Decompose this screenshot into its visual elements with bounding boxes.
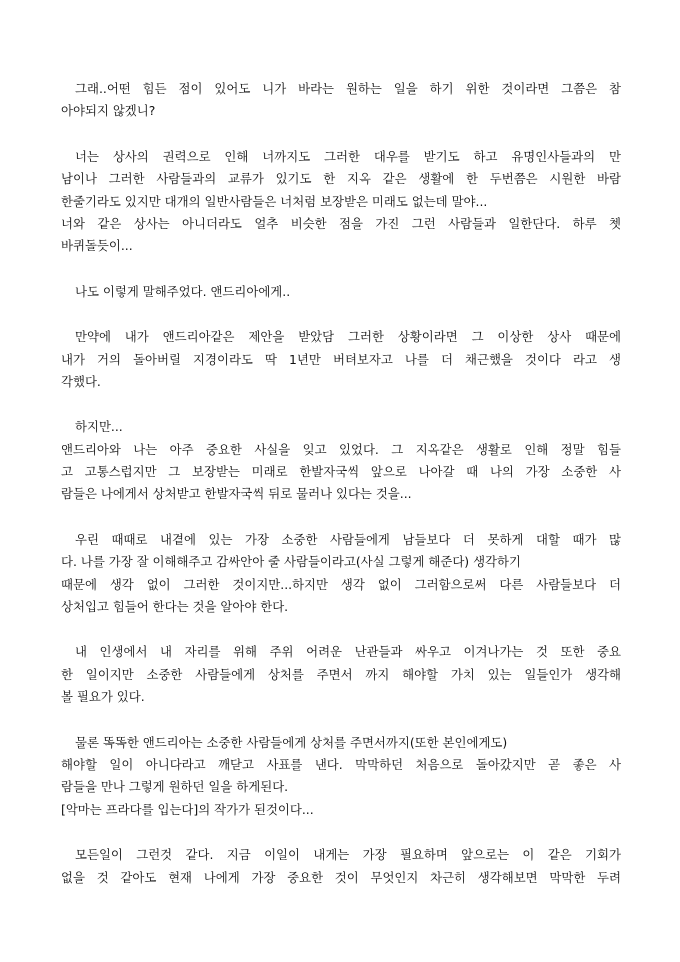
text-line: 상처입고 힘들어 한다는 것을 알아야 한다. — [61, 599, 289, 615]
text-line: 남이나 그러한 사람들과의 교류가 있기도 한 지옥 같은 생활에 한 두번쯤은 시원한 바람 — [61, 171, 621, 187]
text-line: 한줄기라도 있지만 대개의 일반사람들은 너처럼 보장받은 미래도 없는데 말야... — [61, 193, 488, 209]
text-line: 그래..어떤 힘든 점이 있어도 니가 바라는 원하는 일을 하기 위한 것이라면 그쯤은 참 — [75, 81, 621, 96]
text-line: 바퀴돌듯이... — [61, 238, 133, 254]
text-line: 다. 나를 가장 잘 이해해주고 감싸안아 줄 사람들이라고(사실 그렇게 해준다) 생각하기 — [61, 554, 521, 570]
text-line: 모든일이 그런것 같다. 지금 이일이 내게는 가장 필요하며 앞으로는 이 같은 기회가 — [75, 847, 621, 863]
text-line: 물론 똑똑한 앤드리아는 소중한 사람들에게 상처를 주면서까지(또한 본인에게도) — [75, 734, 508, 750]
text-line: 하지만... — [75, 419, 123, 435]
text-line: 때문에 생각 없이 그러한 것이지만...하지만 생각 없이 그러함으로써 다른 사람들보다 더 — [61, 576, 621, 592]
text-line: 너는 상사의 권력으로 인해 너까지도 그러한 대우를 받기도 하고 유명인사들과의 만 — [75, 148, 621, 164]
text-line: 없을 것 같아도 현재 나에게 가장 중요한 것이 무엇인지 차근히 생각해보면 막막한 두려 — [61, 869, 621, 885]
text-line: 해야할 일이 아니다라고 깨닫고 사표를 낸다. 막막하던 처음으로 돌아갔지만 곧 좋은 사 — [61, 756, 621, 772]
text-line: 나도 이렇게 말해주었다. 앤드리아에게.. — [75, 283, 291, 299]
text-line: 볼 필요가 있다. — [61, 689, 145, 705]
paragraph — [61, 641, 621, 708]
paragraph — [61, 281, 621, 303]
paragraph — [61, 844, 621, 889]
text-line: 람들을 만나 그렇게 원하던 일을 하게된다. — [61, 779, 289, 795]
paragraph — [61, 416, 621, 506]
text-line: 각했다. — [61, 373, 101, 389]
paragraph — [61, 146, 621, 258]
paragraph — [61, 78, 621, 123]
text-line: 만약에 내가 앤드리아같은 제안을 받았담 그러한 상황이라면 그 이상한 상사 때문에 — [75, 329, 621, 345]
text-line: 앤드리아와 나는 아주 중요한 사실을 잊고 있었다. 그 지옥같은 생활로 인해 정말 힘들 — [61, 441, 621, 457]
text-line: 우린 때때로 내곁에 있는 가장 소중한 사람들에게 남들보다 더 못하게 대할 때가 많 — [75, 531, 621, 547]
text-line: 람들은 나에게서 상처받고 한발자국씩 뒤로 물러나 있다는 것을... — [61, 486, 412, 502]
text-line: 고 고통스럽지만 그 보장받는 미래로 한발자국씩 앞으로 나아갈 때 나의 가장 소중한 사 — [61, 464, 621, 480]
text-line: 한 일이지만 소중한 사람들에게 상처를 주면서 까지 해야할 가치 있는 일들인가 생각해 — [61, 666, 621, 682]
text-line: [악마는 프라다를 입는다]의 작가가 된것이다... — [61, 801, 314, 817]
paragraph — [61, 326, 621, 393]
text-line: 아야되지 않겠니? — [61, 103, 156, 119]
paragraph — [61, 529, 621, 619]
paragraph — [61, 732, 621, 822]
document-body — [61, 78, 621, 912]
text-line: 너와 같은 상사는 아니더라도 얼추 비슷한 점을 가진 그런 사람들과 일한단다. 하루 쳇 — [61, 215, 621, 231]
text-line: 내 인생에서 내 자리를 위해 주위 어려운 난관들과 싸우고 이겨나가는 것 또한 중요 — [75, 644, 621, 660]
text-line: 내가 거의 돌아버릴 지경이라도 딱 1년만 버텨보자고 나를 더 채근했을 것이다 라고 생 — [61, 351, 621, 367]
